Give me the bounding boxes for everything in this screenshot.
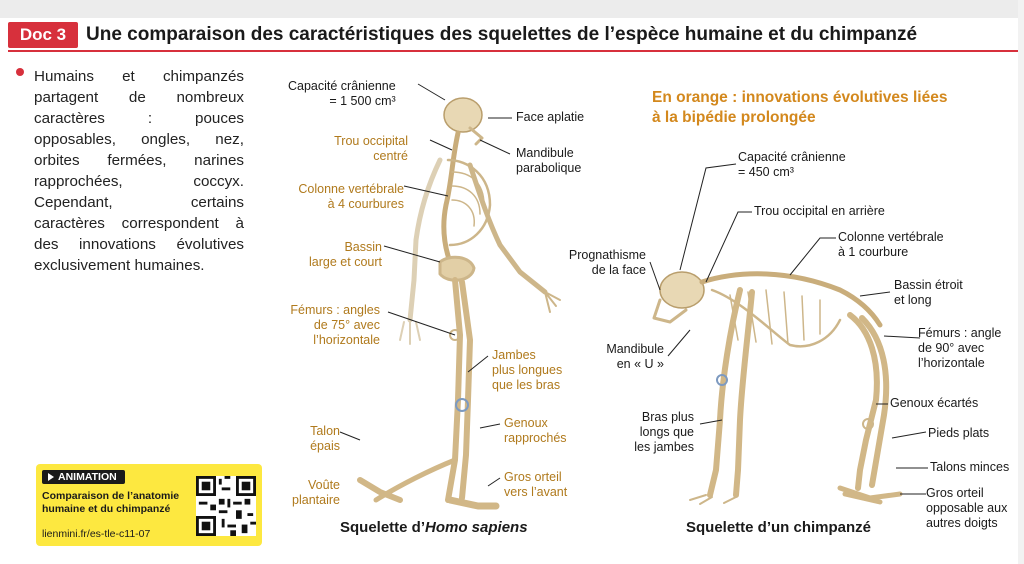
animation-tag-label: ANIMATION [58,471,117,483]
label-text: Trou occipital [334,134,408,148]
label-text: centré [373,149,408,163]
label-text: à 1 courbure [838,245,909,259]
label-text: Bassin étroit [894,278,963,292]
intro-paragraph: Humains et chimpanzés partagent de nombreux caractères : pouces opposables, ongles, nez, orbites fermées, narines rapprochées, coccyx. Cependant, certains caractères correspondent à des innovations évolutives exclusivement humaines. [34,68,244,274]
label-chimp-mandible [586,342,664,372]
label-text: Colonne vertébrale [298,182,404,196]
label-text: Mandibule [516,146,574,160]
label-chimp-pelvis [894,278,963,308]
label-text: Jambes [492,348,536,362]
label-text: rapprochés [504,431,567,445]
label-text: Gros orteil [504,470,562,484]
label-text: Capacité crânienne [288,79,396,93]
label-text: Voûte [308,478,340,492]
label-text: et long [894,293,932,307]
label-human-mandible [516,146,581,176]
label-chimp-femur [918,326,1001,371]
label-text: opposable aux [926,501,1008,515]
label-chimp-prognathism [542,248,646,278]
animation-link[interactable]: lienmini.fr/es-tle-c11-07 [42,528,151,540]
label-text: les jambes [634,440,694,454]
label-human-heel [296,424,340,454]
label-text: = 450 cm³ [738,165,794,179]
label-text: l’horizontale [918,356,985,370]
label-text: Capacité crânienne [738,150,846,164]
label-text: = 1 500 cm³ [329,94,396,108]
label-text: longs que [639,425,694,439]
caption-prefix: Squelette d’ [340,519,426,536]
label-chimp-arms [606,410,694,455]
label-human-foramen [318,134,408,164]
label-text: en « U » [616,357,664,371]
doc-badge: Doc 3 [8,22,78,48]
label-text: plus longues [492,363,563,377]
label-text: Fémurs : angle [918,326,1002,340]
label-chimp-heels: Talons minces [930,460,1010,474]
page-title: Une comparaison des caractéristiques des squelettes de l’espèce humaine et du chimpanzé [86,24,918,45]
label-text: à 4 courbures [327,197,404,211]
label-text: Colonne vertébrale [838,230,944,244]
label-text: Gros orteil [926,486,984,500]
label-text: de la face [591,263,646,277]
label-chimp-spine [838,230,944,260]
label-text: Bras plus [641,410,694,424]
label-text: l’horizontale [313,333,380,347]
label-human-cranial [288,79,396,109]
human-caption [340,519,528,536]
chimp-caption: Squelette d’un chimpanzé [686,519,872,536]
caption-species: Homo sapiens [425,519,528,536]
label-text: de 75° avec [313,318,380,332]
label-human-pelvis [290,240,382,270]
innovation-legend: En orange : innovations évolutives liées à la bipédie prolongée [652,89,948,126]
label-text: plantaire [292,493,340,507]
label-text: parabolique [516,161,582,175]
animation-text: Comparaison de l’anatomie humaine et du chimpanzé [42,490,180,515]
label-text: épais [310,439,340,453]
label-text: Bassin [344,240,382,254]
label-text: Fémurs : angles [290,303,380,317]
label-text: Prognathisme [568,248,646,262]
chimp-skeleton [654,272,900,504]
label-text: de 90° avec [918,341,985,355]
label-text: que les bras [492,378,561,392]
label-human-spine [278,182,404,212]
label-human-legs [492,348,562,393]
label-text: autres doigts [926,516,998,530]
label-text: Mandibule [606,342,664,356]
label-text: Genoux [504,416,548,430]
label-text: vers l’avant [504,485,568,499]
label-chimp-flat-feet: Pieds plats [928,426,990,440]
label-human-knees [504,416,567,446]
label-chimp-toe [926,486,1007,531]
label-human-femur [276,303,380,348]
label-chimp-foramen: Trou occipital en arrière [754,204,885,218]
label-chimp-knees: Genoux écartés [890,396,979,410]
label-text: large et court [309,255,382,269]
label-human-toe [504,470,567,500]
label-text: Talon [310,424,340,438]
label-human-flat-face: Face aplatie [516,110,585,124]
label-human-arch [282,478,340,508]
label-chimp-cranial [738,150,846,180]
